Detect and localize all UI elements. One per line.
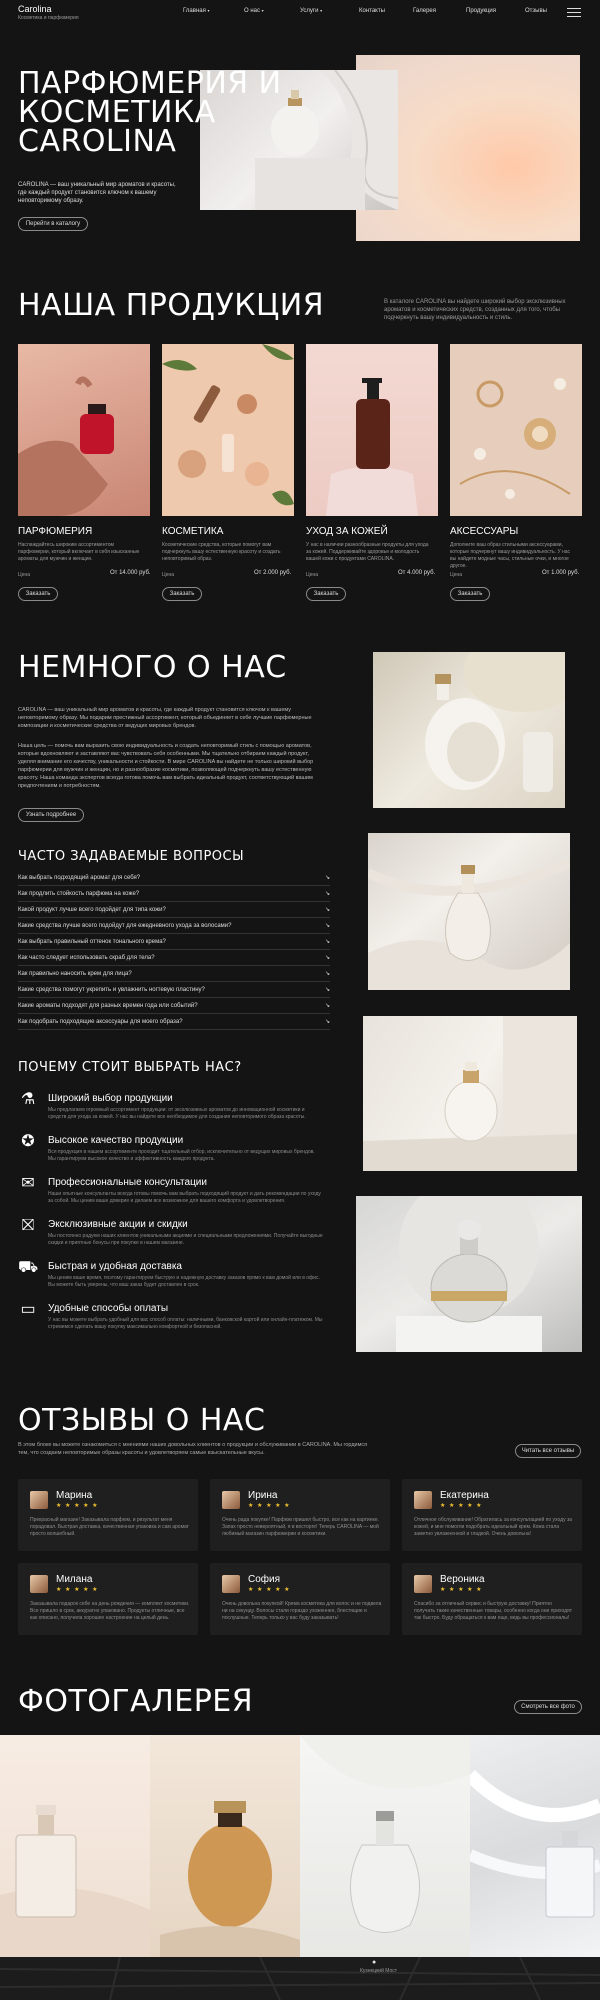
product-desc: Косметические средства, которые помогут вам подчеркнуть вашу естественную красоту и создать неповторимый образ. <box>162 542 281 562</box>
star-rating-icon: ★ ★ ★ ★ ★ <box>56 1503 99 1509</box>
star-rating-icon: ★ ★ ★ ★ ★ <box>440 1587 483 1593</box>
products-title: НАША ПРОДУКЦИЯ <box>18 288 325 323</box>
reviews-intro: В этом блоке вы можете ознакомиться с мнениями наших довольных клиентов о продукции и обслуживании в CAROLINA. Мы гордимся тем, что создаем неповторимые образы красоты и удовлетворяем самые взыскательные вкусы. <box>18 1442 368 1456</box>
product-name: УХОД ЗА КОЖЕЙ <box>306 526 388 537</box>
map-label: Кузнецкий Мост <box>360 1968 398 1974</box>
faq-item[interactable]: Как выбрать правильный оттенок тонального крема? ↘ <box>18 934 330 950</box>
arrow-icon: ↘ <box>324 987 330 993</box>
review-text: Спасибо за отличный сервис и быструю доставку! Приятно получать такие качественные товары, особенно когда они приходят так быстро. Буду обращаться к вам еще, ведь вы профессионалы! <box>414 1601 573 1621</box>
star-rating-icon: ★ ★ ★ ★ ★ <box>248 1587 291 1593</box>
nav-services[interactable]: Услуги ▾ <box>300 8 323 14</box>
hero-title-line2: КОСМЕТИКА <box>18 95 216 130</box>
map-area[interactable] <box>0 1957 600 2000</box>
products-intro: В каталоге CAROLINA вы найдете широкий выбор эксклюзивных ароматов и косметических средств, созданных для того, чтобы подчеркнуть вашу индивидуальность и стиль. <box>384 299 566 321</box>
chevron-down-icon: ▾ <box>207 8 210 13</box>
why-item-text: Мы ценим ваше время, поэтому гарантируем быструю и надежную доставку заказов прямо к вам домой или в офис. Вы можете быть уверены, что ваш заказ будет доставлен в срок. <box>48 1275 320 1288</box>
review-text: Заказывала подарок себе на день рождения — комплект косметики. Все пришло в срок, аккуратно упаковано. Продукты отличные, все как описано, получила хорошее настроение на целый день. <box>30 1601 190 1621</box>
faq-item[interactable]: Как правильно наносить крем для лица? ↘ <box>18 966 330 982</box>
review-card <box>402 1479 582 1551</box>
map-pin-icon[interactable]: ● <box>372 1959 377 1966</box>
order-button[interactable]: Заказать <box>450 587 490 601</box>
chevron-down-icon: ▾ <box>320 8 323 13</box>
avatar <box>30 1575 48 1593</box>
order-button[interactable]: Заказать <box>162 587 202 601</box>
product-desc: У нас в наличии разнообразные продукты для ухода за кожей. Поддерживайте здоровье и молодость вашей кожи с продуктами CAROLINA. <box>306 542 429 562</box>
review-author: София <box>248 1574 281 1585</box>
nav-about[interactable]: О нас ▾ <box>244 8 264 14</box>
review-author: Милана <box>56 1574 93 1585</box>
about-title: НЕМНОГО О НАС <box>18 650 287 685</box>
learn-more-button[interactable]: Узнать подробнее <box>18 808 84 822</box>
nav-gallery[interactable]: Галерея <box>413 8 437 14</box>
review-text: Очень рада покупке! Парфюм пришел быстро, все как на картинке. Запах просто невероятный, я в восторге! Теперь CAROLINA — мой любимый магазин парфюмерии и косметики. <box>222 1517 379 1537</box>
gift-icon: ⛝ <box>21 1217 35 1234</box>
order-button[interactable]: Заказать <box>306 587 346 601</box>
product-price: От 4.000 руб. <box>398 570 436 576</box>
product-price-label: Цена <box>450 572 463 578</box>
order-button[interactable]: Заказать <box>18 587 58 601</box>
gallery-photo[interactable] <box>0 1735 150 1957</box>
why-item-title: Эксклюзивные акции и скидки <box>48 1219 188 1230</box>
read-all-reviews-button[interactable]: Читать все отзывы <box>515 1444 581 1458</box>
review-author: Ирина <box>248 1490 278 1501</box>
product-price: От 14.000 руб. <box>110 570 151 576</box>
star-rating-icon: ★ ★ ★ ★ ★ <box>248 1503 291 1509</box>
why-item-title: Высокое качество продукции <box>48 1135 184 1146</box>
reviews-title: ОТЗЫВЫ О НАС <box>18 1403 266 1438</box>
why-item-text: Мы постоянно радуем наших клиентов уникальными акциями и специальными предложениями. Получайте выгодные скидки и приятные бонусы при покупке в нашем магазине. <box>48 1233 323 1246</box>
about-paragraph-1: CAROLINA — ваш уникальный мир ароматов и красоты, где каждый продукт становится ключом к вашему неповторимому образу. Мы подарим престижный ассортимент, который объединяет в себе лучшие парфюмерные композиции и косметические средства от ведущих мировых брендов. <box>18 707 312 729</box>
why-title: ПОЧЕМУ СТОИТ ВЫБРАТЬ НАС? <box>18 1060 242 1075</box>
credit-card-icon: ▭ <box>20 1301 36 1318</box>
faq-item[interactable]: Как выбрать подходящий аромат для себя? ↘ <box>18 870 330 886</box>
menu-icon[interactable] <box>567 8 581 17</box>
faq-item[interactable]: Какой продукт лучше всего подойдет для типа кожи? ↘ <box>18 902 330 918</box>
avatar <box>30 1491 48 1509</box>
chat-icon: ✉ <box>21 1175 35 1192</box>
nav-home[interactable]: Главная ▾ <box>183 8 210 14</box>
why-item-title: Быстрая и удобная доставка <box>48 1261 182 1272</box>
why-item-text: Вся продукция в нашем ассортименте проходит тщательный отбор, исключительно от ведущих мировых брендов. Мы гарантируем высокое качество и эффективность каждого продукта. <box>48 1149 315 1162</box>
quality-badge-icon: ✪ <box>21 1133 35 1150</box>
review-author: Екатерина <box>440 1490 489 1501</box>
review-card <box>18 1563 198 1635</box>
delivery-truck-icon: ⛟ <box>18 1259 39 1276</box>
faq-item[interactable]: Как часто следует использовать скраб для тела? ↘ <box>18 950 330 966</box>
avatar <box>222 1491 240 1509</box>
product-name: КОСМЕТИКА <box>162 526 224 537</box>
product-price-label: Цена <box>306 572 319 578</box>
product-image-skincare[interactable] <box>306 344 438 516</box>
product-price: От 1.000 руб. <box>542 570 580 576</box>
product-desc: Дополните ваш образ стильными аксессуарами, которые подчеркнут вашу индивидуальность. У нас вы найдете модные часы, стильные очки, и многое другое. <box>450 542 571 569</box>
review-card <box>210 1563 390 1635</box>
product-price: От 2.000 руб. <box>254 570 292 576</box>
arrow-icon: ↘ <box>324 875 330 881</box>
about-paragraph-2: Наша цель — помочь вам выразить свою индивидуальность и создать неповторимый стиль с помощью ароматов, которые вдохновляют и заставляют вас чувствовать себя особенными. Мы тщательно отбираем каждый продукт, уделяя внимание его качеству, уникальности и стойкости. В мире CAROLINA вы найдете не только широкий выбор парфюмерии для мужчин и женщин, но и разнообразие косметики, позволяющей подчеркнуть вашу естественную красоту. Наша команда экспертов всегда готова помочь вам выбрать идеальный продукт, соответствующий вашим предпочтениям и потребностям. <box>18 743 314 789</box>
chemistry-icon: ⚗ <box>20 1091 36 1108</box>
review-card <box>402 1563 582 1635</box>
faq-item[interactable]: Как подобрать подходящие аксессуары для моего образа? ↘ <box>18 1014 330 1030</box>
arrow-icon: ↘ <box>324 1003 330 1009</box>
hero-title-line3: CAROLINA <box>18 124 177 159</box>
faq-image <box>368 833 570 990</box>
review-card <box>18 1479 198 1551</box>
why-image-1 <box>363 1016 577 1171</box>
product-price-label: Цена <box>18 572 31 578</box>
product-desc: Наслаждайтесь широким ассортиментом парфюмерии, который включает в себя изысканные ароматы для мужчин и женщин. <box>18 542 140 562</box>
product-name: АКСЕССУАРЫ <box>450 526 519 537</box>
product-image-perfume[interactable] <box>18 344 150 516</box>
product-name: ПАРФЮМЕРИЯ <box>18 526 93 537</box>
gallery-photo[interactable] <box>150 1735 300 1957</box>
product-image-accessories[interactable] <box>450 344 582 516</box>
why-item-text: Наши опытные консультанты всегда готовы помочь вам выбрать подходящий продукт и дать рекомендации по уходу за собой. Мы ценим ваше доверие и делаем все возможное для вашего комфорта и удовлетворения. <box>48 1191 321 1204</box>
hero-text: CAROLINA — ваш уникальный мир ароматов и красоты, где каждый продукт становится ключом к вашему неповторимому образу. <box>18 182 176 204</box>
review-card <box>210 1479 390 1551</box>
review-author: Вероника <box>440 1574 485 1585</box>
nav-reviews[interactable]: Отзывы <box>525 8 547 14</box>
faq-item[interactable]: Какие средства помогут укрепить и увлажнить ногтевую пластину? ↘ <box>18 982 330 998</box>
hero-title-line1: ПАРФЮМЕРИЯ И <box>18 66 282 101</box>
arrow-icon: ↘ <box>324 923 330 929</box>
why-item-title: Удобные способы оплаты <box>48 1303 169 1314</box>
faq-item[interactable]: Какие ароматы подходят для разных времен года или событий? ↘ <box>18 998 330 1014</box>
star-rating-icon: ★ ★ ★ ★ ★ <box>56 1587 99 1593</box>
why-item-text: Мы предлагаем огромный ассортимент продукции: от эксклюзивных ароматов до инновационной косметики и средств для ухода за кожей. У нас вы найдете все необходимое для создания неповторимого образа красоты. <box>48 1107 306 1120</box>
arrow-icon: ↘ <box>324 1019 330 1025</box>
why-image-2 <box>356 1196 582 1352</box>
about-image <box>373 652 565 808</box>
review-text: Прекрасный магазин! Заказывала парфюм, и результат меня порадовал. Быстрая доставка, качественная упаковка и сам аромат просто волшебный. <box>30 1517 189 1537</box>
faq-title: ЧАСТО ЗАДАВАЕМЫЕ ВОПРОСЫ <box>18 849 245 864</box>
arrow-icon: ↘ <box>324 939 330 945</box>
why-item-title: Широкий выбор продукции <box>48 1093 173 1104</box>
view-all-photos-button[interactable]: Смотреть все фото <box>514 1700 582 1714</box>
product-image-cosmetics[interactable] <box>162 344 294 516</box>
avatar <box>222 1575 240 1593</box>
avatar <box>414 1491 432 1509</box>
arrow-icon: ↘ <box>324 955 330 961</box>
gallery-title: ФОТОГАЛЕРЕЯ <box>18 1684 254 1719</box>
gallery-photo[interactable] <box>470 1735 600 1957</box>
avatar <box>414 1575 432 1593</box>
logo-tagline: Косметика и парфюмерия <box>18 15 79 21</box>
gallery-photo[interactable] <box>300 1735 470 1957</box>
nav-products[interactable]: Продукция <box>466 8 497 14</box>
arrow-icon: ↘ <box>324 891 330 897</box>
review-text: Отличное обслуживание! Обратилась за консультацией по уходу за кожей, и мне помогли подобрать идеальный крем. Кожа стала заметно увлажненной и гладкой. Очень довольна! <box>414 1517 573 1537</box>
arrow-icon: ↘ <box>324 907 330 913</box>
why-item-title: Профессиональные консультации <box>48 1177 207 1188</box>
review-author: Марина <box>56 1490 93 1501</box>
faq-item[interactable]: Какие средства лучше всего подойдут для ежедневного ухода за волосами? ↘ <box>18 918 330 934</box>
faq-item[interactable]: Как продлить стойкость парфюма на коже? ↘ <box>18 886 330 902</box>
nav-contacts[interactable]: Контакты <box>359 8 385 14</box>
star-rating-icon: ★ ★ ★ ★ ★ <box>440 1503 483 1509</box>
product-price-label: Цена <box>162 572 175 578</box>
arrow-icon: ↘ <box>324 971 330 977</box>
catalog-button[interactable]: Перейти в каталогу <box>18 217 88 231</box>
review-text: Очень довольна покупкой! Крема косметика для волос и не подвела ни на секунду. Волосы стали гораздо ухоженнее, блестящие и послушные. Теперь только у вас буду заказывать! <box>222 1601 382 1621</box>
why-item-text: У нас вы можете выбрать удобный для вас способ оплаты: наличными, банковской картой или онлайн-платежом. Мы стремимся сделать вашу покупку максимально комфортной и безопасной. <box>48 1317 323 1330</box>
logo[interactable]: Carolina <box>18 4 52 14</box>
chevron-down-icon: ▾ <box>261 8 264 13</box>
